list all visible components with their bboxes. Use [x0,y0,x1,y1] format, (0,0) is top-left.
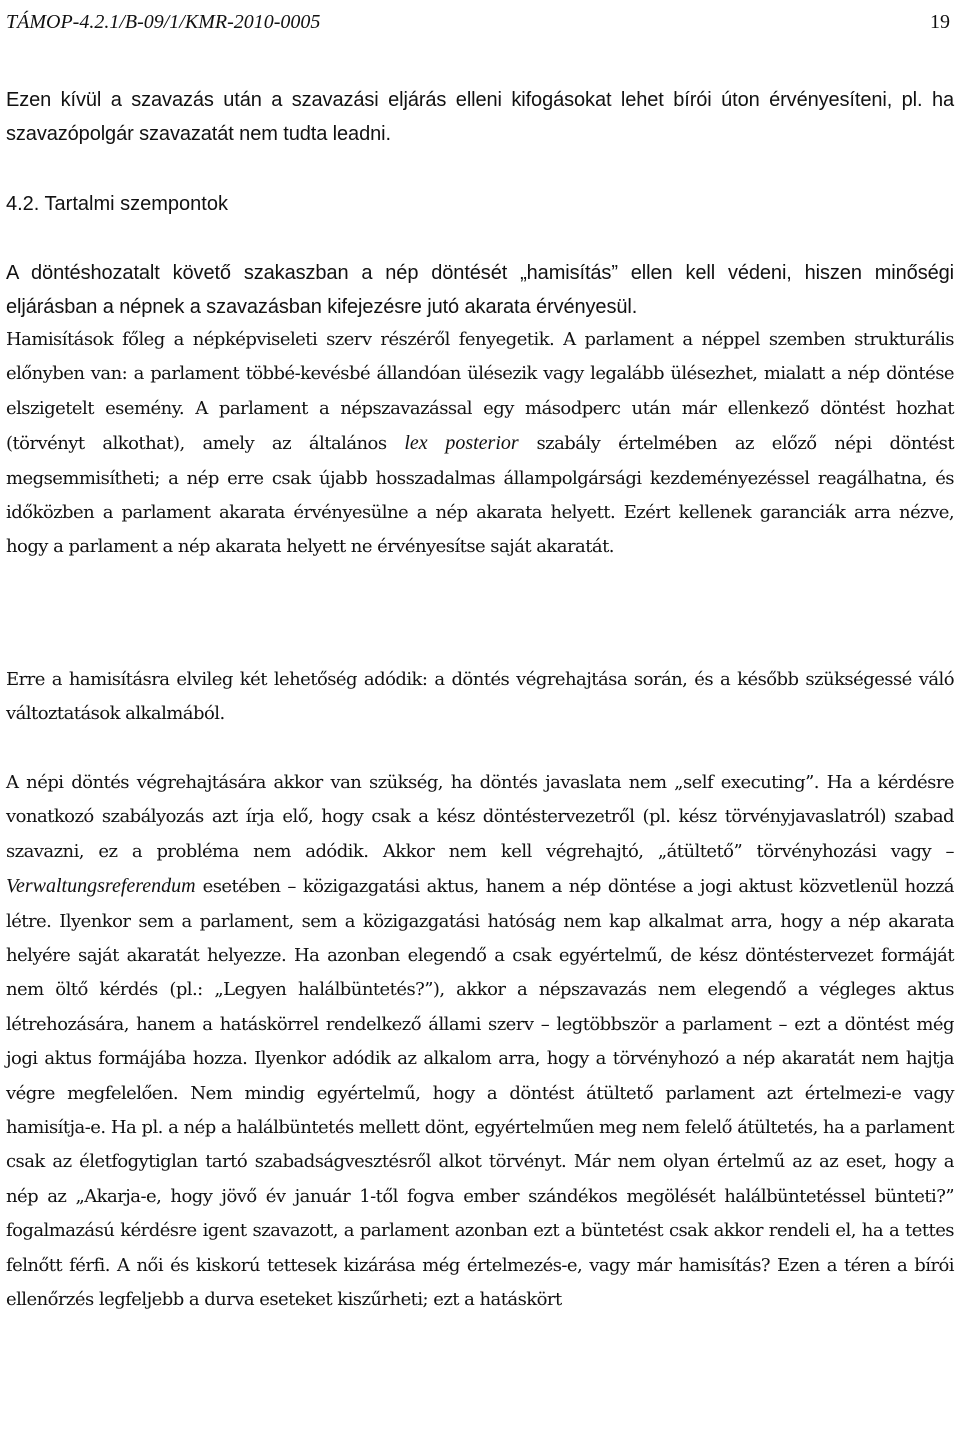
lex-posterior-term: lex posterior [404,432,519,455]
page-number: 19 [930,11,950,33]
paragraph-implementation-text-a: A népi döntés végrehajtására akkor van szükség, ha döntés javaslata nem „self executing”. Ha a kérdésre vonatkozó szabályozás azt írja elő, hogy csak a kész döntéstervezetről (pl. kész törvényjavaslatról) szabad szavazni, ez a probléma nem adódik. Akkor nem kell végrehajtó, „átültető” törvényhozási vagy – [6,772,954,862]
paragraph-falsification [6,323,954,565]
paragraph-falsification-text-b: szabály értelmében az előző népi döntést megsemmisítheti; a nép erre csak újabb hosszadalmas állampolgársági kezdeményezéssel reagálhatna, és időközben a parlament akarata érvényesülne a nép akarata helyett. Ezért kellenek garanciák arra nézve, hogy a parlament a nép akarata helyett ne érvényesítse saját akaratát. [6,433,955,558]
paragraph-decision: A döntéshozatalt követő szakaszban a nép döntését „hamisítás” ellen kell védeni, hiszen minőségi eljárásban a népnek a szavazásban kifejezésre jutó akarata érvényesül. [6,262,954,319]
paragraph-implementation-text-b: esetében – közigazgatási aktus, hanem a nép döntése a jogi aktust közvetlenül hozzá létre. Ilyenkor sem a parlament, sem a közigazgatási hatóság nem kap alkalmat arra, hogy a nép akarata helyére saját akaratát helyezze. Ha azonban elegendő a csak egyértelmű, de kész döntéstervezet formáját nem öltő kérdés (pl.: „Legyen halálbüntetés?”), akkor a népszavazás nem elegendő a végleges aktus létrehozására, hanem a hatáskörrel rendelkező állami szerv – legtöbbször a parlament – ezt a döntést még jogi aktus formájába hozza. Ilyenkor adódik az alkalom arra, hogy a törvényhozó a nép akaratát nem hajtja végre megfelelően. Nem mindig egyértelmű, hogy a döntést átültető parlament azt értelmezi-e vagy hamisítja-e. Ha pl. a nép a halálbüntetés mellett dönt, egyértelműen meg nem felelő átültetés, ha a parlament csak az életfogytiglan tartó szabadságvesztésről alkot törvényt. Már nem olyan értelmű az az eset, hogy a nép az „Akarja-e, hogy jövő év január 1-től fogva ember szándékos megölését halálbüntetéssel bünteti?” fogalmazású kérdésre igent szavazott, a parlament azonban ezt a büntetést csak akkor rendeli el, ha a tettes felnőtt férfi. A női és kiskorú tettesek kizárása még értelmezés-e, vagy már hamisítás? Ezen a téren a bírói ellenőrzés legfeljebb a durva eseteket kiszűrheti; ezt a hatáskört [6,876,954,1311]
document-code: TÁMOP-4.2.1/B-09/1/KMR-2010-0005 [6,11,321,33]
paragraph-possibilities: Erre a hamisításra elvileg két lehetőség adódik: a döntés végrehajtása során, és a később szükségessé váló változtatások alkalmából. [6,669,954,725]
paragraph-implementation [6,766,954,1318]
verwaltungsreferendum-term: Verwaltungsreferendum [6,875,196,898]
paragraph-falsification-text-a: Hamisítások főleg a népképviseleti szerv részéről fenyegetik. A parlament a néppel szemben strukturális előnyben van: a parlament többé-kevésbé állandóan ülésezik vagy legalább ülésezhet, mialatt a nép döntése elszigetelt esemény. A parlament a népszavazással egy másodperc után már ellenkező döntést hozhat (törvényt alkothat), amely az általános [6,329,954,455]
section-heading: 4.2. Tartalmi szempontok [6,193,228,215]
page-header [6,4,950,40]
paragraph-intro: Ezen kívül a szavazás után a szavazási eljárás elleni kifogásokat lehet bírói úton érvényesíteni, pl. ha szavazópolgár szavazatát nem tudta leadni. [6,89,954,146]
